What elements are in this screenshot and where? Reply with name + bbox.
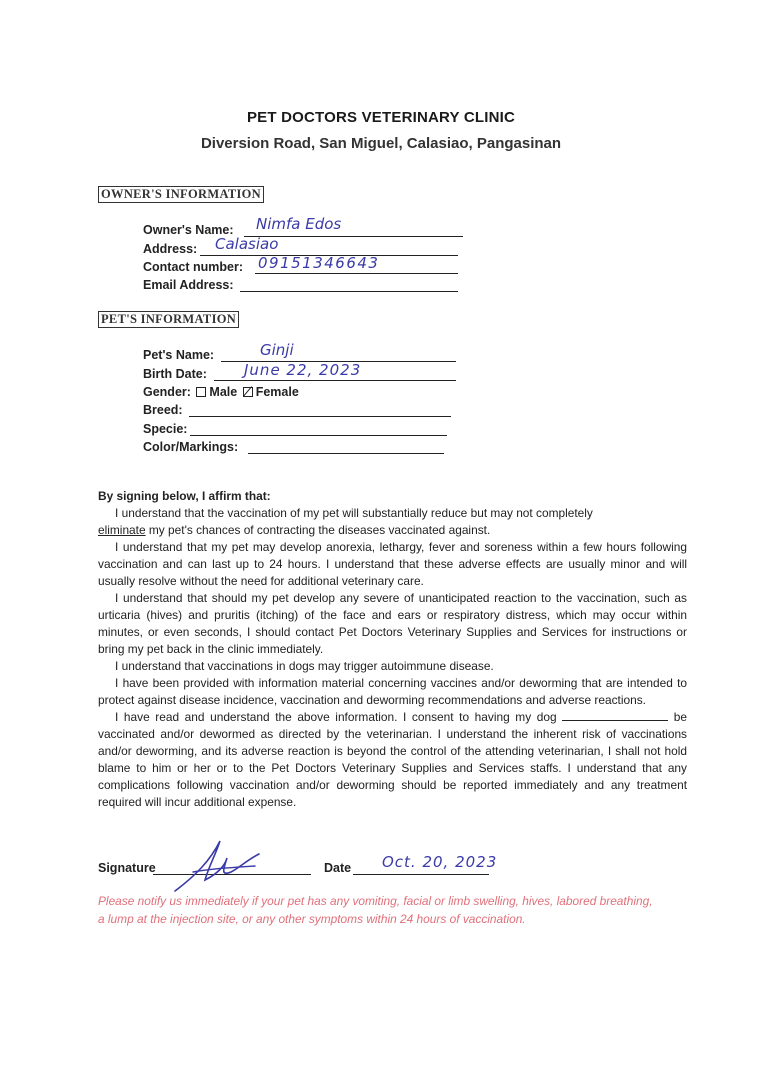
owner-name-label: Owner's Name: [143, 223, 234, 237]
affirmation-p6 [98, 709, 687, 811]
date-label: Date [324, 861, 352, 875]
affirmation-p1 [98, 505, 687, 539]
specie-label: Specie: [143, 422, 188, 436]
affirmation-p5: I have been provided with information material concerning vaccines and/or deworming that are intended to protect against disease incidence, vaccination and deworming recommendations and adverse reactions. [98, 676, 687, 707]
affirmation-p3: I understand that should my pet develop any severe of unanticipated reaction to the vaccination, such as urticaria (hives) and pruritis (itching) of the face and ears or respiratory distress, which may occur within minutes, or even seconds, I should contact Pet Doctors Veterinary Supplies and Services for instructions or bring my pet back in the clinic immediately. [98, 591, 687, 656]
email-label: Email Address: [143, 278, 234, 292]
breed-label: Breed: [143, 403, 183, 417]
date-value[interactable]: Oct. 20, 2023 [382, 853, 498, 871]
gender-row [143, 384, 299, 401]
pet-name-value[interactable]: Ginji [260, 341, 294, 359]
signature-label: Signature [98, 861, 156, 875]
affirmation-p6-text: I have read and understand the above information. I consent to having my dog [115, 710, 563, 724]
color-markings-line[interactable] [248, 453, 444, 454]
owner-name-value[interactable]: Nimfa Edos [256, 215, 342, 233]
color-markings-label: Color/Markings: [143, 440, 239, 454]
gender-label: Gender: [143, 385, 191, 399]
specie-line[interactable] [190, 435, 447, 436]
dog-name-blank[interactable] [562, 710, 668, 721]
pet-name-label: Pet's Name: [143, 348, 215, 362]
contact-value[interactable]: 09151346643 [258, 254, 380, 272]
birth-date-line [214, 380, 456, 381]
gender-female-label: Female [255, 385, 299, 399]
signature-scribble [165, 836, 265, 896]
gender-male-label: Male [209, 385, 238, 399]
affirmation-p2: I understand that my pet may develop anorexia, lethargy, fever and soreness within a few hours following vaccination and can last up to 24 hours. I understand that these adverse effects are usually minor and will usually resolve without the need for additional veterinary care. [98, 540, 687, 588]
affirmation-p1-text: I understand that the vaccination of my pet will substantially reduce but may not completely [115, 506, 593, 520]
affirmation-heading: By signing below, I affirm that: [98, 489, 271, 503]
address-value[interactable]: Calasiao [215, 235, 279, 253]
affirmation-p4: I understand that vaccinations in dogs may trigger autoimmune disease. [115, 659, 494, 673]
clinic-address: Diversion Road, San Miguel, Calasiao, Pangasinan [200, 135, 562, 152]
birth-date-value[interactable]: June 22, 2023 [244, 361, 362, 379]
affirmation-block [98, 488, 687, 811]
email-line [240, 291, 458, 292]
gender-male-checkbox[interactable] [196, 387, 206, 397]
clinic-name: PET DOCTORS VETERINARY CLINIC [246, 109, 516, 126]
date-line [353, 874, 489, 875]
vaccination-notice: Please notify us immediately if your pet has any vomiting, facial or limb swelling, hives, labored breathing, a lump at the injection site, or any other symptoms within 24 hours of vaccination. [98, 894, 653, 926]
address-label: Address: [143, 242, 198, 256]
birth-date-label: Birth Date: [143, 367, 207, 381]
affirmation-p1-tail: my pet's chances of contracting the diseases vaccinated against. [145, 523, 491, 537]
pet-section-title: PET'S INFORMATION [98, 311, 239, 328]
contact-line [255, 273, 458, 274]
eliminate-underlined: eliminate [98, 523, 146, 537]
breed-line[interactable] [189, 416, 451, 417]
contact-label: Contact number: [143, 260, 243, 274]
affirmation-p6-tail: be vaccinated and/or dewormed as directed by the veterinarian. I understand the inherent risk of vaccinations and/or deworming, and its adverse reaction is beyond the control of the attending veterinarian, I shall not hold blame to him or her or to the Pet Doctors Veterinary Supplies and Services staffs. I understand that any complications following vaccination and/or deworming should be reported immediately and any treatment required will incur additional expense. [98, 710, 688, 809]
gender-female-checkbox[interactable] [243, 387, 253, 397]
owner-section-title: OWNER'S INFORMATION [98, 186, 264, 203]
